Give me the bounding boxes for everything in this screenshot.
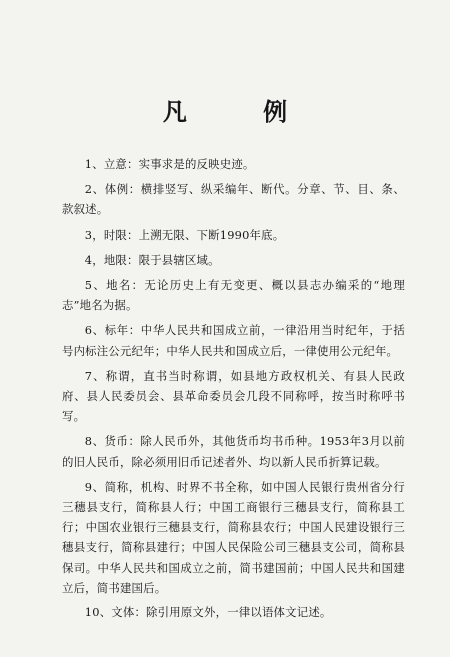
guideline-item-7: 7、称谓，直书当时称谓，如县地方政权机关、有县人民政府、县人民委员会、县革命委员会几段不同称呼，按当时称呼书写。 [62,368,405,424]
guideline-item-8: 8、货币：除人民币外，其他货币均书币种。1953年3月以前的旧人民币，除必须用旧币记述者外、均以新人民币折算记载。 [62,434,405,469]
guideline-item-1: 1、立意：实事求是的反映史迹。 [84,157,255,171]
guideline-item-5: 5、地名：无论历史上有无变更、概以县志办编采的“地理志”地名为据。 [62,278,405,313]
guideline-item-9: 9、简称，机构、时界不书全称，如中国人民银行贵州省分行三穗县支行，简称县人行；中国工商银行三穗县支行，简称县工行；中国农业银行三穗县支行，简称县农行；中国人民建设银行三穗县支行，简称县建行；中国人民保险公司三穗县支公司，简称县保司。中华人民共和国成立之前，简书建国前；中国人民共和国建立后，简书建国后。 [62,479,405,595]
guideline-item-2: 2、体例：横排竖写、纵采编年、断代。分章、节、目、条、款叙述。 [62,182,405,217]
guidelines-list [62,154,405,627]
guideline-item-6: 6、标年：中华人民共和国成立前，一律沿用当时纪年，于括号内标注公元纪年；中华人民共和国成立后，一律使用公元纪年。 [62,323,405,358]
guideline-item-3: 3，时限：上溯无限、下断1990年底。 [84,227,285,242]
guideline-item-4: 4，地限：限于县辖区域。 [84,252,220,267]
page-title: 凡 例 [162,97,322,126]
guideline-item-10: 10、文体：除引用原文外，一律以语体文记述。 [84,605,332,620]
